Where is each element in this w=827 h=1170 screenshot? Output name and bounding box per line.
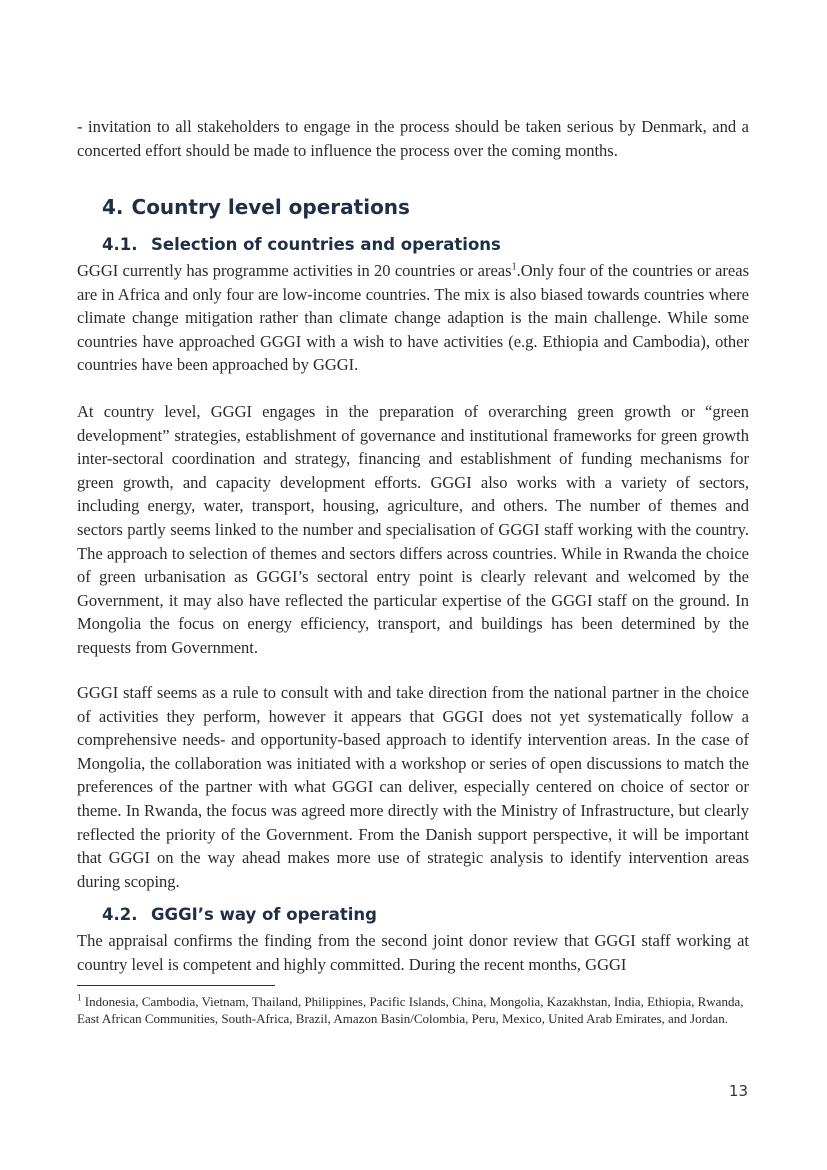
section-4-2-title: GGGI’s way of operating <box>151 905 377 924</box>
section-4-heading <box>102 195 410 219</box>
section-4-2-paragraph-1: The appraisal confirms the finding from the second joint donor review that GGGI staff working at country level is competent and highly committed. During the recent months, GGGI <box>77 931 749 974</box>
footnote-marker: 1 <box>77 992 82 1003</box>
section-4-2-number: 4.2. <box>102 905 138 924</box>
section-4-number: 4. <box>102 195 124 219</box>
footnote-separator <box>77 985 275 986</box>
intro-paragraph: - invitation to all stakeholders to engage in the process should be taken serious by Denmark, and a concerted effort should be made to influence the process over the coming months. <box>77 117 749 160</box>
paragraph-text: .Only four of the countries or areas are in Africa and only four are low-income countries. The mix is also biased towards countries where climate change mitigation rather than climate change adaption is the main challenge. While some countries have approached GGGI with a wish to have activities (e.g. Ethiopia and Cambodia), other countries have been approached by GGGI. <box>77 261 749 375</box>
section-4-1-heading <box>102 235 501 254</box>
section-4-title: Country level operations <box>131 195 410 219</box>
footnote-text: Indonesia, Cambodia, Vietnam, Thailand, Philippines, Pacific Islands, China, Mongolia, Kazakhstan, India, Ethiopia, Rwanda, East African Communities, South-Africa, Brazil, Amazon Basin/Colombia, Peru, Mexico, United Arab Emirates, and Jordan. <box>77 994 744 1026</box>
footnote <box>77 993 749 1027</box>
section-4-2-heading <box>102 905 377 924</box>
paragraph-text: GGGI currently has programme activities in 20 countries or areas <box>77 261 512 280</box>
section-4-1-paragraph-1 <box>77 259 749 377</box>
footnote-reference[interactable]: 1 <box>511 261 517 273</box>
page-number: 13 <box>728 1082 748 1100</box>
section-4-1-title: Selection of countries and operations <box>151 235 501 254</box>
section-4-1-number: 4.1. <box>102 235 138 254</box>
section-4-1-paragraph-2: At country level, GGGI engages in the preparation of overarching green growth or “green development” strategies, establishment of governance and institutional frameworks for green growth inter-sectoral coordination and strategy, financing and establishment of funding mechanisms for green growth, and capacity development efforts. GGGI also works with a variety of sectors, including energy, water, transport, housing, agriculture, and others. The number of themes and sectors partly seems linked to the number and specialisation of GGGI staff working with the country. The approach to selection of themes and sectors differs across countries. While in Rwanda the choice of green urbanisation as GGGI’s sectoral entry point is clearly relevant and welcomed by the Government, it may also have reflected the particular expertise of the GGGI staff on the ground. In Mongolia the focus on energy efficiency, transport, and buildings has been determined by the requests from Government. <box>77 402 749 657</box>
section-4-1-paragraph-3: GGGI staff seems as a rule to consult with and take direction from the national partner in the choice of activities they perform, however it appears that GGGI does not yet systematically follow a comprehensive needs- and opportunity-based approach to identify intervention areas. In the case of Mongolia, the collaboration was initiated with a workshop or series of open discussions to match the preferences of the partner with what GGGI can deliver, especially centered on choice of sector or theme. In Rwanda, the focus was agreed more directly with the Ministry of Infrastructure, but clearly reflected the priority of the Government. From the Danish support perspective, it will be important that GGGI on the way ahead makes more use of strategic analysis to identify intervention areas during scoping. <box>77 683 749 891</box>
